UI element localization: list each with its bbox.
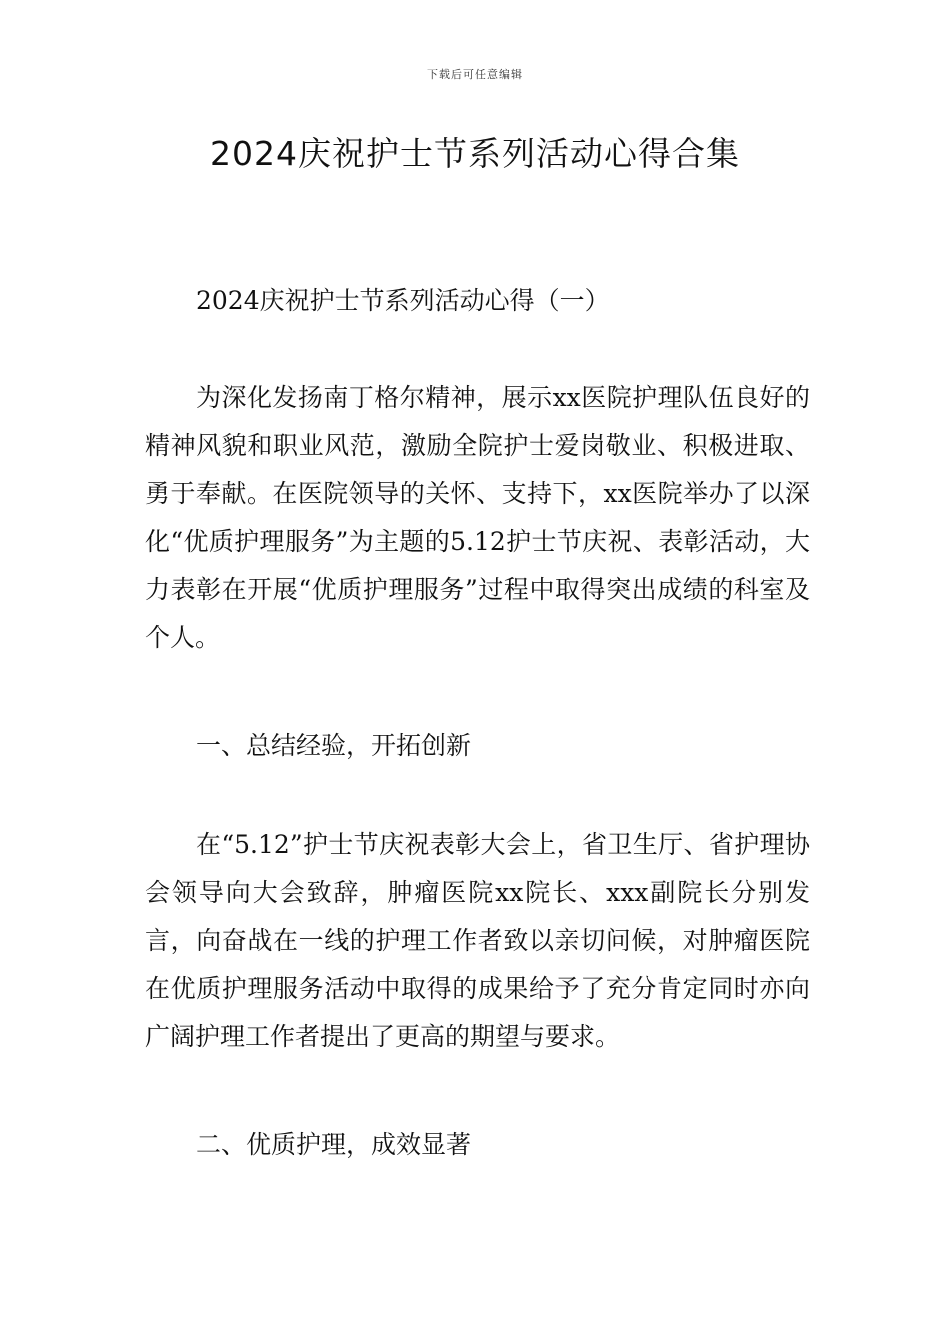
body-paragraph: 为深化发扬南丁格尔精神，展示xx医院护理队伍良好的精神风貌和职业风范，激励全院护士爱岗敬业、积极进取、勇于奉献。在医院领导的关怀、支持下，xx医院举办了以深化“优质护理服务”为主题的5.12护士节庆祝、表彰活动，大力表彰在开展“优质护理服务”过程中取得突出成绩的科室及个人。 [145,383,810,652]
document-title: 2024庆祝护士节系列活动心得合集 [210,134,740,173]
paragraph-container [145,374,810,662]
section-subtitle: 2024庆祝护士节系列活动心得（一） [196,286,610,315]
header-note: 下载后可任意编辑 [427,68,523,81]
body-paragraph: 在“5.12”护士节庆祝表彰大会上，省卫生厅、省护理协会领导向大会致辞，肿瘤医院xx院长、xxx副院长分别发言，向奋战在一线的护理工作者致以亲切问候，对肿瘤医院在优质护理服务活动中取得的成果给予了充分肯定同时亦向广阔护理工作者提出了更高的期望与要求。 [145,830,810,1051]
paragraph-container [145,821,810,1061]
section-heading: 一、总结经验，开拓创新 [196,731,472,760]
section-heading: 二、优质护理，成效显著 [196,1130,472,1159]
